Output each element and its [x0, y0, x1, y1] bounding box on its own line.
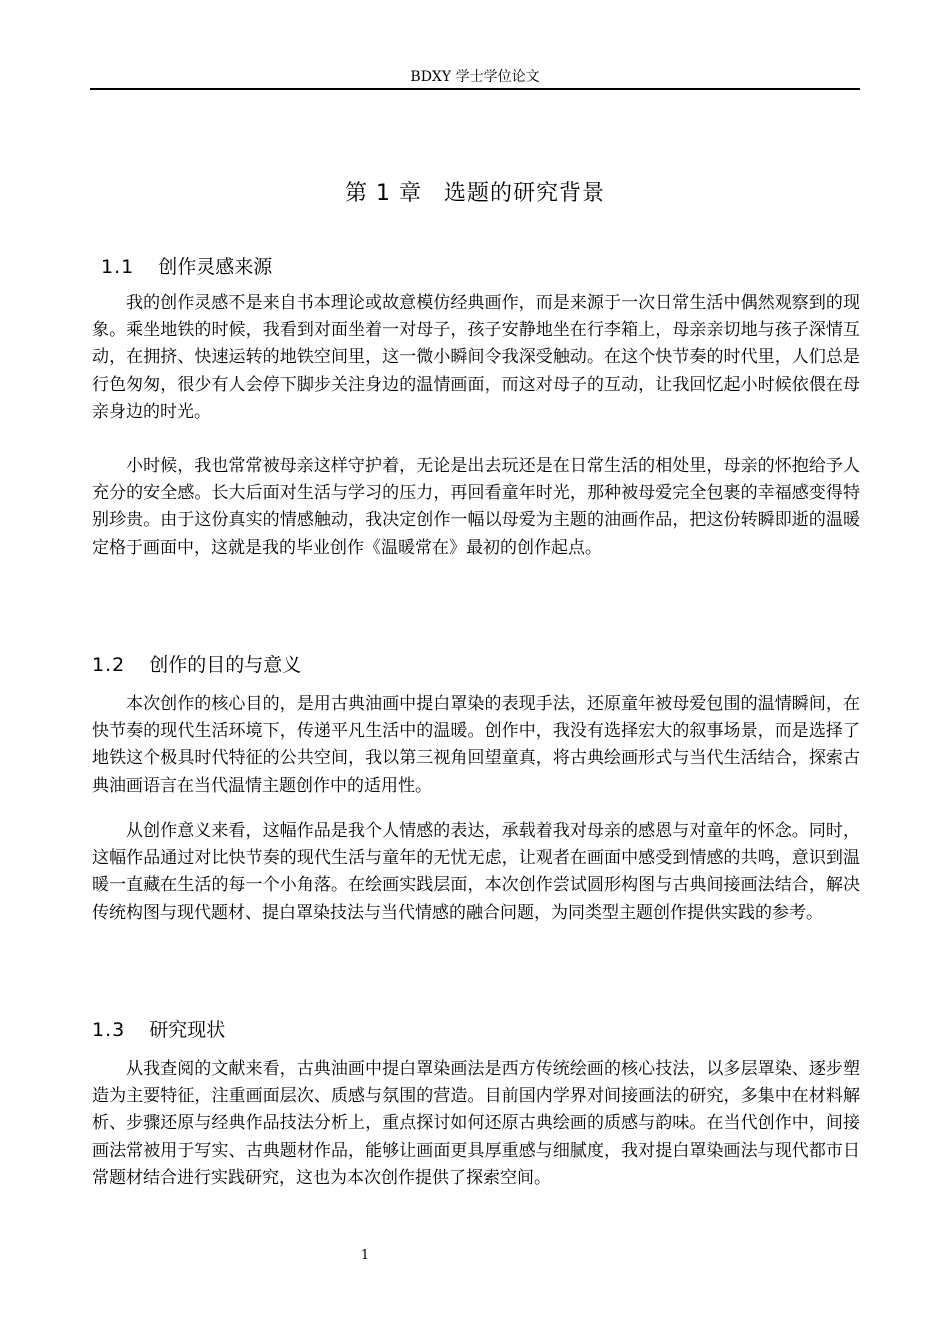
section-heading-1-3 — [92, 1016, 225, 1044]
section-number: 1.3 — [92, 1019, 126, 1041]
section-heading-1-1 — [92, 253, 272, 281]
section-number: 1.2 — [92, 654, 126, 676]
header-rule — [90, 88, 860, 90]
chapter-title-text: 选题的研究背景 — [443, 181, 605, 206]
section-title: 研究现状 — [149, 1019, 226, 1041]
page-number: 1 — [360, 1248, 370, 1263]
running-header: BDXY 学士学位论文 — [410, 69, 540, 85]
section-number: 1.1 — [101, 256, 135, 278]
paragraph: 从我查阅的文献来看，古典油画中提白罩染画法是西方传统绘画的核心技法，以多层罩染、逐步塑造为主要特征，注重画面层次、质感与氛围的营造。目前国内学界对间接画法的研究，多集中在材料解析、步骤还原与经典作品技法分析上，重点探讨如何还原古典绘画的质感与韵味。在当代创作中，间接画法常被用于写实、古典题材作品，能够让画面更具厚重感与细腻度，我对提白罩染画法与现代都市日常题材结合进行实践研究，这也为本次创作提供了探索空间。 — [92, 1059, 860, 1188]
paragraph: 我的创作灵感不是来自书本理论或故意模仿经典画作，而是来源于一次日常生活中偶然观察到的现象。乘坐地铁的时候，我看到对面坐着一对母子，孩子安静地坐在行李箱上，母亲亲切地与孩子深情互动，在拥挤、快速运转的地铁空间里，这一微小瞬间令我深受触动。在这个快节奏的时代里，人们总是行色匆匆，很少有人会停下脚步关注身边的温情画面，而这对母子的互动，让我回忆起小时候依偎在母亲身边的时光。 — [92, 293, 860, 422]
paragraph: 本次创作的核心目的，是用古典油画中提白罩染的表现手法，还原童年被母爱包围的温情瞬间，在快节奏的现代生活环境下，传递平凡生活中的温暖。创作中，我没有选择宏大的叙事场景，而是选择了地铁这个极具时代特征的公共空间，我以第三视角回望童真，将古典绘画形式与当代生活结合，探索古典油画语言在当代温情主题创作中的适用性。 — [92, 694, 860, 796]
chapter-number: 第 1 章 — [345, 181, 422, 206]
section-title: 创作的目的与意义 — [149, 654, 302, 676]
section-title: 创作灵感来源 — [158, 256, 273, 278]
paragraph: 从创作意义来看，这幅作品是我个人情感的表达，承载着我对母亲的感恩与对童年的怀念。同时，这幅作品通过对比快节奏的现代生活与童年的无忧无虑，让观者在画面中感受到情感的共鸣，意识到温暖一直藏在生活的每一个小角落。在绘画实践层面，本次创作尝试圆形构图与古典间接画法结合，解决传统构图与现代题材、提白罩染技法与当代情感的融合问题，为同类型主题创作提供实践的参考。 — [92, 821, 860, 923]
section-heading-1-2 — [92, 651, 301, 679]
chapter-title — [90, 178, 860, 210]
paragraph: 小时候，我也常常被母亲这样守护着，无论是出去玩还是在日常生活的相处里，母亲的怀抱给予人充分的安全感。长大后面对生活与学习的压力，再回看童年时光，那种被母爱完全包裹的幸福感变得特别珍贵。由于这份真实的情感触动，我决定创作一幅以母爱为主题的油画作品，把这份转瞬即逝的温暖定格于画面中，这就是我的毕业创作《温暖常在》最初的创作起点。 — [92, 456, 860, 558]
